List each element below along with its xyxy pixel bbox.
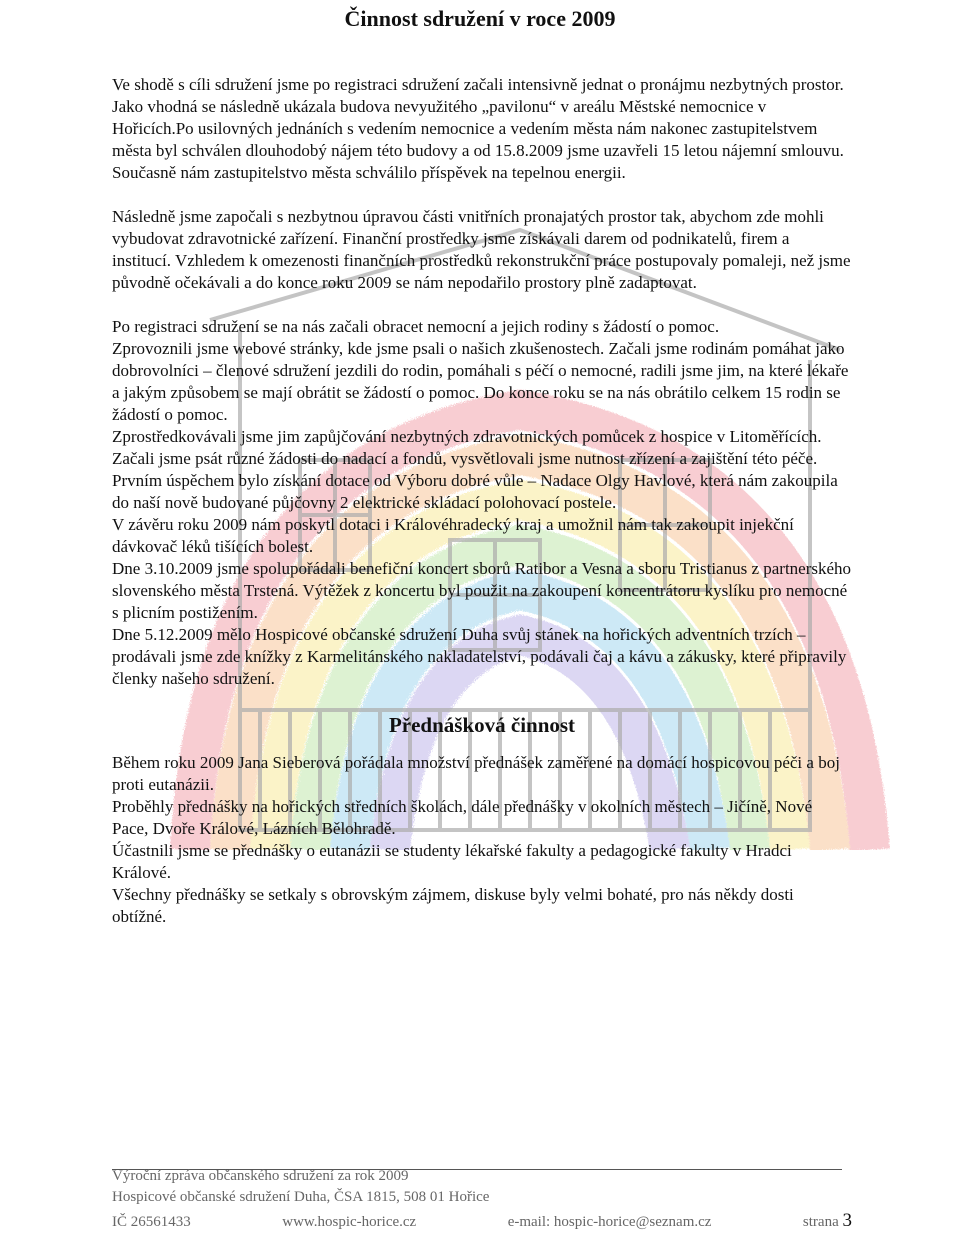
activity-item: Dne 3.10.2009 jsme spolupořádali benefiční koncert sborů Ratibor a Vesna a sboru Tristianus z partnerského slovenského města Trstená. Výtěžek z koncertu byl použit na zakoupení koncentrátoru kyslíku pro nemocné s plicním postižením. [112, 559, 852, 622]
activity-item: Zprovoznili jsme webové stránky, kde jsme psali o našich zkušenostech. Začali jsme rodinám pomáhat jako dobrovolníci – členové sdružení jezdili do rodin, pomáhali s péčí o nemocné, radili jsme jim, na které lékaře a jakým způsobem se mají obrátit se žádostí o pomoc. Do konce roku se na nás obrátilo celkem 15 rodin se žádostí o pomoc. [112, 339, 849, 424]
section-title-lectures: Přednášková činnost [388, 713, 576, 737]
page-number [803, 1210, 852, 1233]
lecture-item: Všechny přednášky se setkaly s obrovským zájmem, diskuse byly velmi bohaté, pro nás někdy dosti obtížné. [112, 885, 794, 926]
lecture-item: Účastnili jsme se přednášky o eutanázii se studenty lékařské fakulty a pedagogické fakulty v Hradci Králové. [112, 841, 792, 882]
lectures-list [112, 752, 852, 928]
page-number-value: 3 [842, 1210, 852, 1231]
activity-item: V závěru roku 2009 nám poskytl dotaci i Královéhradecký kraj a umožnil nám tak zakoupit injekční dávkovač léků tišících bolest. [112, 515, 794, 556]
activity-item: Po registraci sdružení se na nás začali obracet nemocní a jejich rodiny s žádostí o pomoc. [112, 317, 720, 336]
page-number-label: strana [802, 1214, 839, 1230]
activities-list [112, 316, 852, 690]
renovation-paragraph: Následně jsme započali s nezbytnou úpravou části vnitřních pronajatých prostor tak, abychom zde mohli vybudovat zdravotnické zařízení. Finanční prostředky jsme získávali darem od podnikatelů, firem a institucí. Vzhledem k omezenosti finančních prostředků rekonstrukční práce postupovaly pomaleji, než jsme původně očekávali a do konce roku 2009 se nám nepodařilo prostory plně zadaptovat. [112, 207, 851, 292]
lecture-item: Během roku 2009 Jana Sieberová pořádala množství přednášek zaměřené na domácí hospicovou péči a boj proti eutanázii. [112, 753, 840, 794]
footer-email-link[interactable]: e-mail: hospic-horice@seznam.cz [507, 1214, 712, 1230]
activity-item: Začali jsme psát různé žádosti do nadací a fondů, vysvětlovali jsme nutnost zřízení a zajištění této péče. [112, 449, 818, 468]
page-footer [112, 1166, 852, 1233]
footer-report-title: Výroční zpráva občanského sdružení za rok 2009 [112, 1168, 409, 1184]
activity-item: Prvním úspěchem bylo získání dotace od Výboru dobré vůle – Nadace Olgy Havlové, která nám zakoupila do naší nově budované půjčovny 2 elektrické skládací polohovací postele. [112, 471, 838, 512]
activity-item: Dne 5.12.2009 mělo Hospicové občanské sdružení Duha svůj stánek na hořických adventních trzích – prodávali jsme zde knížky z Karmelitánského nakladatelství, podávali čaj a kávu a zákusky, které připravily členky našeho sdružení. [112, 625, 847, 688]
footer-address: Hospicové občanské sdružení Duha, ČSA 1815, 508 01 Hořice [112, 1189, 490, 1205]
footer-contact-row [112, 1210, 852, 1233]
footer-ic: IČ 26561433 [112, 1214, 191, 1230]
intro-paragraph: Ve shodě s cíli sdružení jsme po registraci sdružení začali intensivně jednat o pronájmu nezbytných prostor. Jako vhodná se následně ukázala budova nevyužitého „pavilonu“ v areálu Městské nemocnice v Hořicích.Po usilovných jednáních s vedením nemocnice a vedením města nám nakonec zastupitelstvem města byl schválen dlouhodobý nájem této budovy a od 15.8.2009 jsme uzavřeli 15 letou nájemní smlouvu. Současně nám zastupitelstvo města schválilo příspěvek na tepelnou energii. [112, 75, 844, 182]
activity-item: Zprostředkovávali jsme jim zapůjčování nezbytných zdravotnických pomůcek z hospice v Litoměřících. [112, 427, 822, 446]
footer-website-link[interactable]: www.hospic-horice.cz [282, 1214, 417, 1230]
page-title: Činnost sdružení v roce 2009 [344, 6, 616, 31]
lecture-item: Proběhly přednášky na hořických středních školách, dále přednášky v okolních městech – Jičíně, Nové Pace, Dvoře Králové, Lázních Bělohradě. [112, 797, 813, 838]
main-content [112, 74, 852, 928]
